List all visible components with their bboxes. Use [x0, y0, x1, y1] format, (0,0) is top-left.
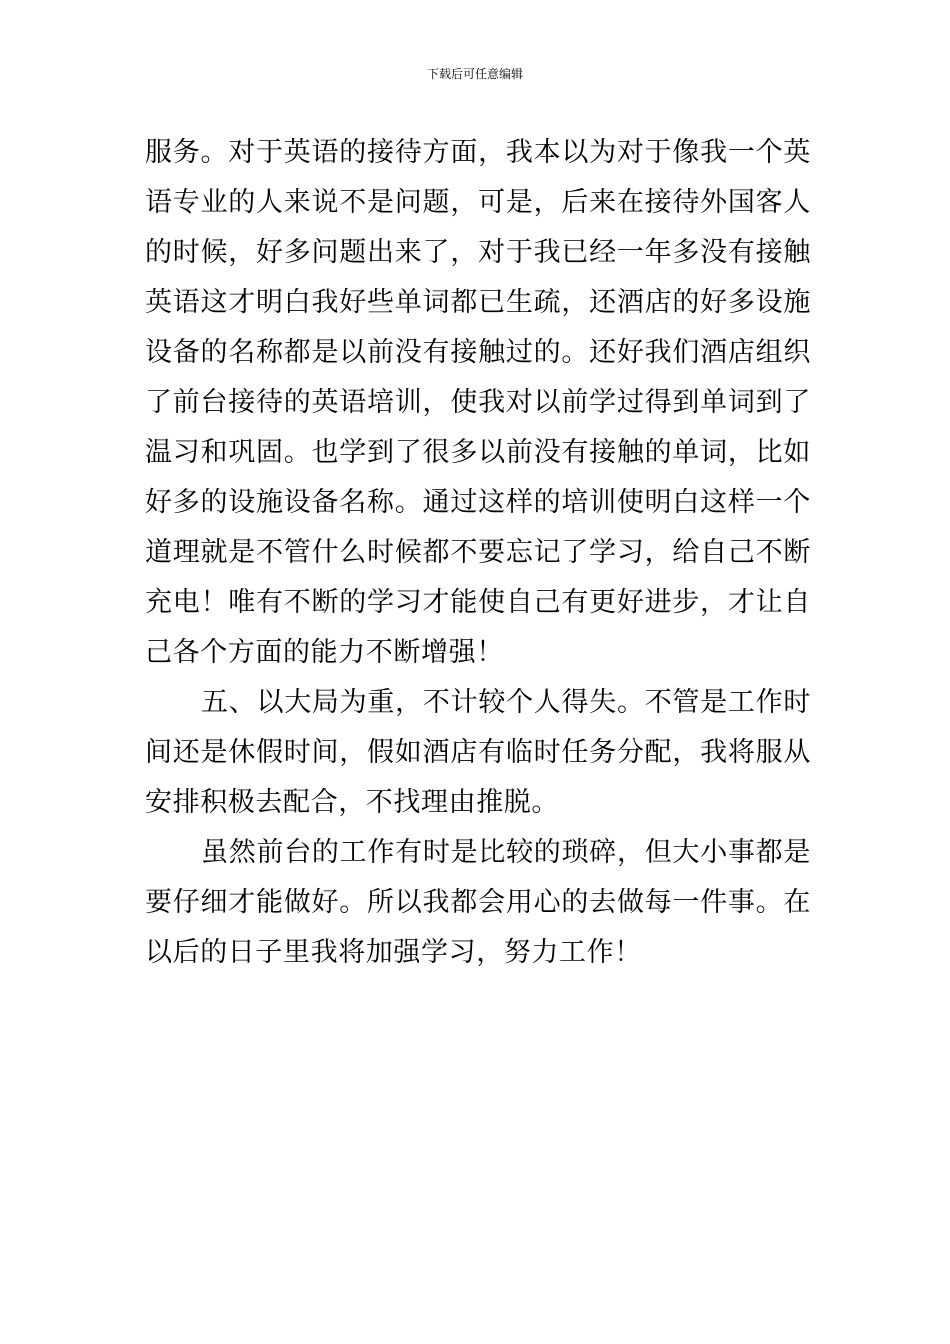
paragraph-section-five: 五、以大局为重，不计较个人得失。不管是工作时间还是休假时间，假如酒店有临时任务分配，我将服从安排积极去配合，不找理由推脱。: [145, 687, 811, 818]
page-header: 下载后可任意编辑: [426, 67, 523, 81]
paragraph-conclusion: 虽然前台的工作有时是比较的琐碎，但大小事都是要仔细才能做好。所以我都会用心的去做每一件事。在以后的日子里我将加强学习，努力工作！: [145, 837, 811, 968]
paragraph-continuation: 服务。对于英语的接待方面，我本以为对于像我一个英语专业的人来说不是问题，可是，后来在接待外国客人的时候，好多问题出来了，对于我已经一年多没有接触英语这才明白我好些单词都已生疏，还酒店的好多设施设备的名称都是以前没有接触过的。还好我们酒店组织了前台接待的英语培训，使我对以前学过得到单词到了温习和巩固。也学到了很多以前没有接触的单词，比如好多的设施设备名称。通过这样的培训使明白这样一个道理就是不管什么时候都不要忘记了学习，给自己不断充电！唯有不断的学习才能使自己有更好进步，才让自己各个方面的能力不断增强！: [145, 137, 811, 668]
document-body: [145, 128, 811, 978]
